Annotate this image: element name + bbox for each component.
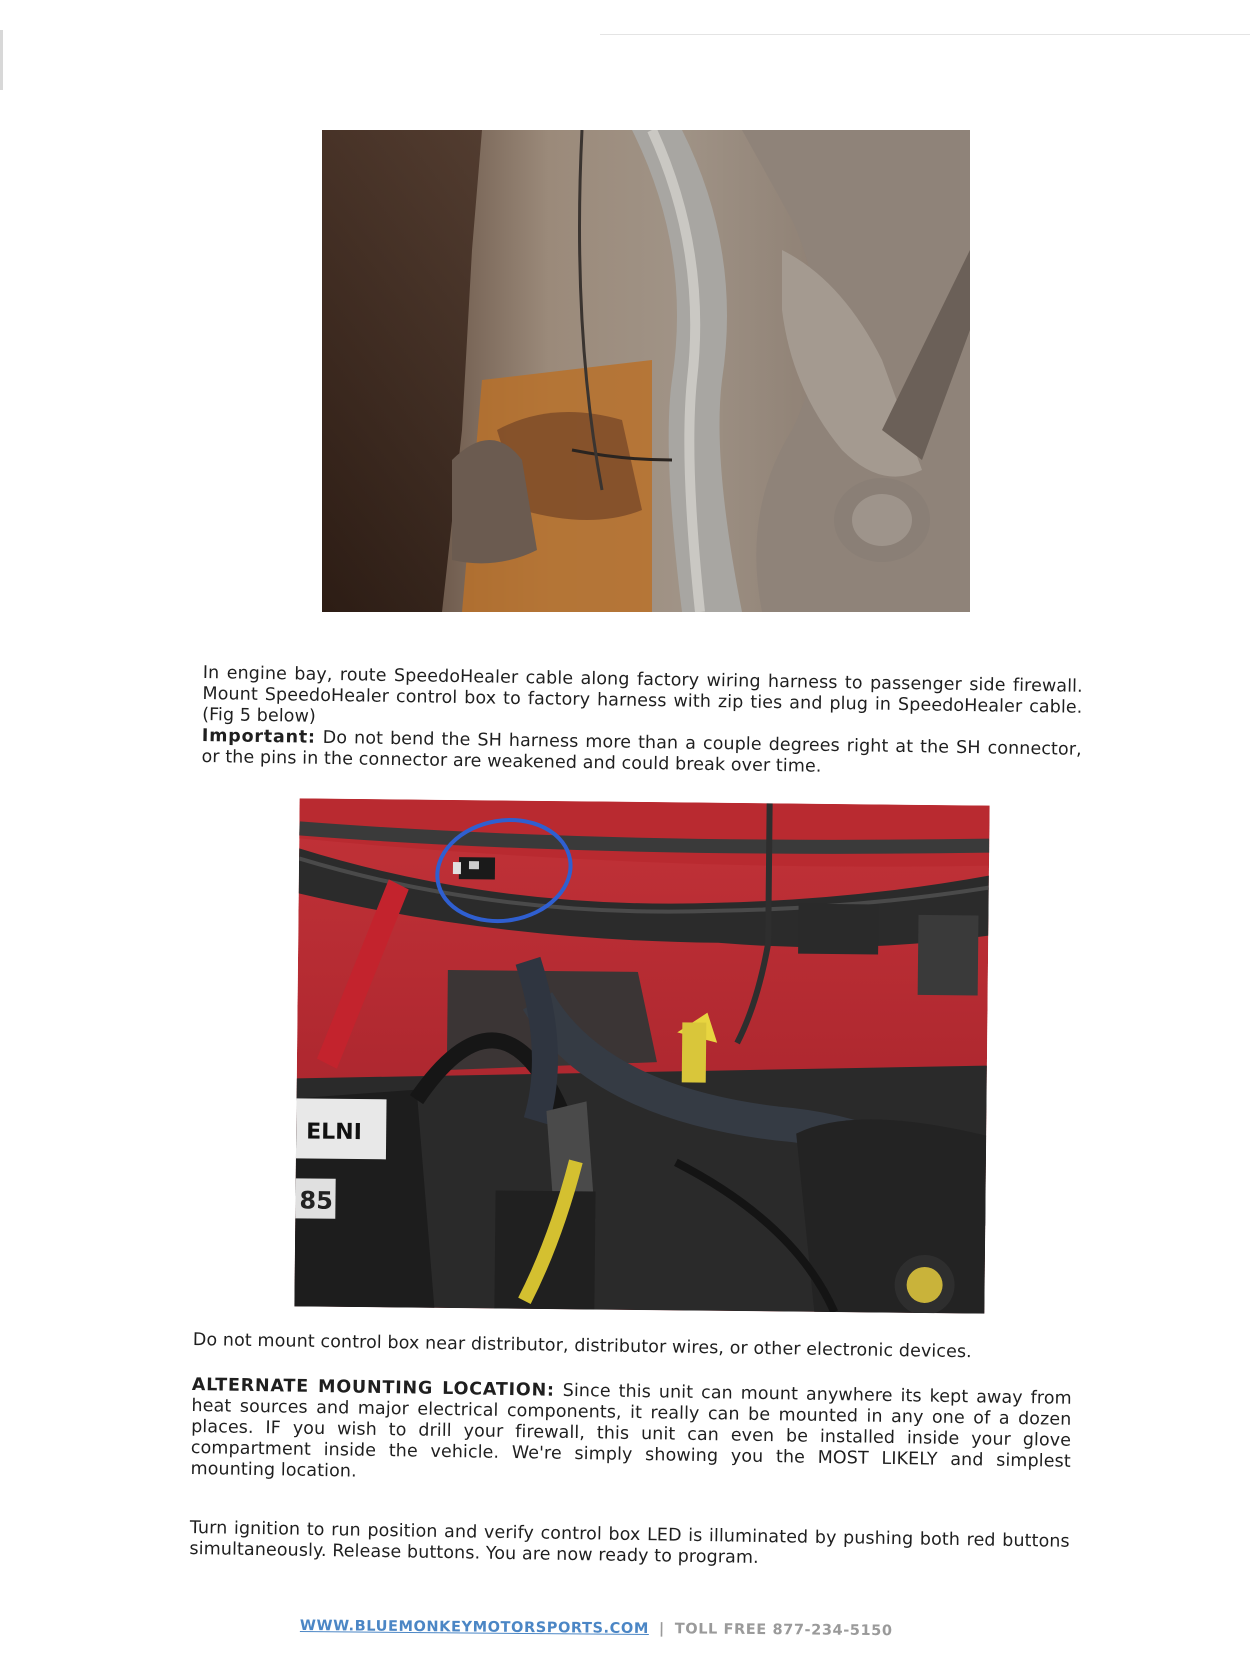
routing-instruction-text: In engine bay, route SpeedoHealer cable along factory wiring harness to passenger side firewall. Mount SpeedoHealer control box to factory harness with zip ties and plug in SpeedoHealer cable. (Fig 5 below) — [202, 663, 1083, 727]
toll-free-phone: TOLL FREE 877-234-5150 — [674, 1621, 893, 1640]
scan-edge-mark — [0, 30, 3, 90]
footer-separator: | — [658, 1621, 665, 1638]
mounting-warning-paragraph — [193, 1330, 1073, 1365]
ignition-paragraph — [189, 1518, 1070, 1574]
mounting-warning-text: Do not mount control box near distributor, distributor wires, or other electronic devices. — [192, 1330, 972, 1363]
engine-harness-photo — [322, 130, 970, 612]
ignition-text: Turn ignition to run position and verify control box LED is illuminated by pushing both red buttons simultaneously. Release buttons. You are now ready to program. — [189, 1518, 1070, 1568]
alternate-location-text — [190, 1375, 1072, 1494]
engine-bay-photo — [294, 798, 989, 1313]
instruction-paragraph — [201, 663, 1083, 782]
battery-label-text: ELNI — [306, 1119, 362, 1146]
battery-number-text: 85 — [299, 1186, 334, 1215]
alternate-location-paragraph — [190, 1375, 1072, 1494]
alternate-location-body: Since this unit can mount anywhere its kept away from heat sources and major electrical components, it really can be mounted in any one of a dozen places. IF you wish to drill your firewall, this unit can even be installed inside your glove compartment inside the vehicle. We're simply showing you the MOST LIKELY and simplest mounting location. — [190, 1380, 1072, 1482]
important-label: Important: — [201, 725, 316, 748]
page-footer — [300, 1618, 1000, 1640]
scan-edge-mark — [600, 34, 1250, 35]
alternate-location-label: ALTERNATE MOUNTING LOCATION: — [191, 1375, 555, 1401]
website-link[interactable]: WWW.BLUEMONKEYMOTORSPORTS.COM — [299, 1618, 649, 1638]
important-text: Do not bend the SH harness more than a couple degrees right at the SH connector, or the pins in the connector are weakened and could break over time. — [201, 727, 1082, 777]
